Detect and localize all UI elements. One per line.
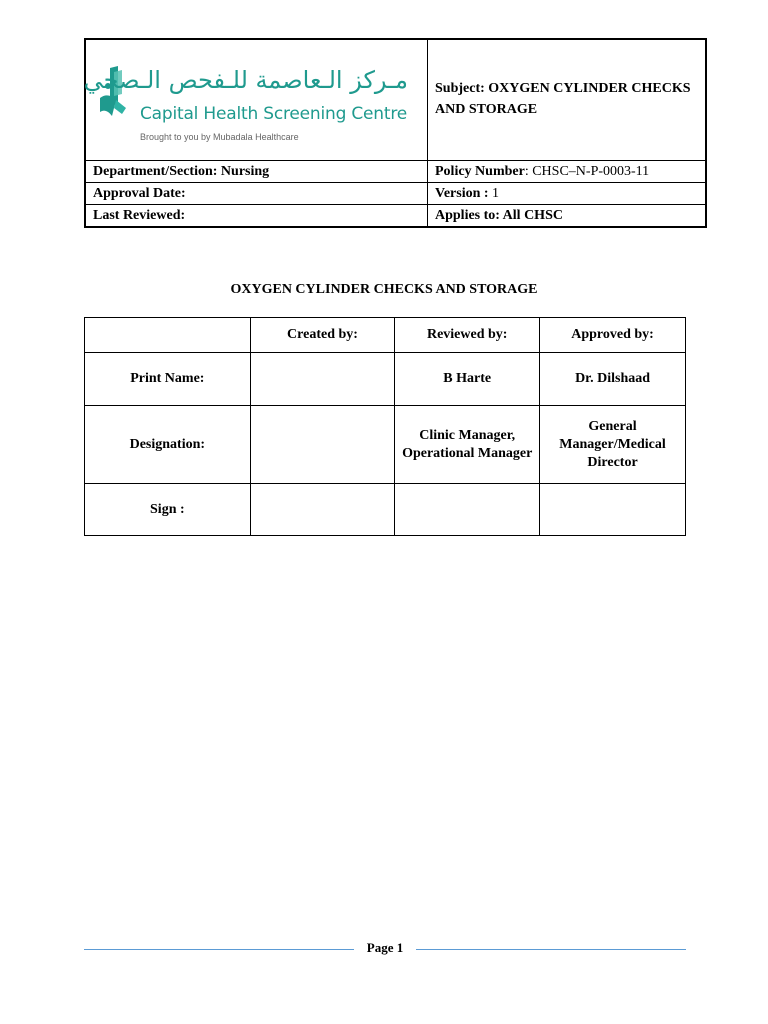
applies-to-label: Applies to: All CHSC <box>435 207 563 223</box>
subject-cell <box>428 39 707 161</box>
created-by-sign-cell <box>250 484 395 536</box>
created-by-cell <box>250 406 395 484</box>
row-label: Designation: <box>85 406 251 484</box>
policy-number-value: : CHSC–N-P-0003-11 <box>524 163 650 179</box>
last-reviewed-cell <box>85 205 428 228</box>
row-label: Sign : <box>85 484 251 536</box>
version-value: 1 <box>488 185 500 201</box>
reviewed-by-cell: Clinic Manager, Operational Manager <box>395 406 540 484</box>
applies-to-cell <box>428 205 707 228</box>
approval-date-cell <box>85 183 428 205</box>
page-footer <box>84 938 686 960</box>
version-cell <box>428 183 707 205</box>
logo-arabic-name: مـركز الـعاصمة للـفحص الـصحي <box>83 66 408 94</box>
signoff-row-print-name <box>85 353 686 406</box>
policy-header-table <box>84 38 707 228</box>
subject-label: Subject: <box>435 81 485 96</box>
signoff-col-approved: Approved by: <box>540 318 686 353</box>
reviewed-by-cell: B Harte <box>395 353 540 406</box>
reviewed-by-sign-cell <box>395 484 540 536</box>
version-label: Version : <box>435 185 489 201</box>
approved-by-sign-cell <box>540 484 686 536</box>
logo-tagline: Brought to you by Mubadala Healthcare <box>140 132 299 142</box>
policy-number-cell <box>428 161 707 183</box>
approved-by-cell: General Manager/Medical Director <box>540 406 686 484</box>
row-label: Print Name: <box>85 353 251 406</box>
page-number: Page 1 <box>366 940 404 955</box>
created-by-cell <box>250 353 395 406</box>
signoff-table <box>84 317 686 536</box>
chsc-logo <box>83 64 416 150</box>
department-label: Department/Section: <box>93 163 218 179</box>
signoff-row-sign <box>85 484 686 536</box>
approved-by-cell: Dr. Dilshaad <box>540 353 686 406</box>
approval-date-label: Approval Date: <box>93 185 186 201</box>
subject-value: OXYGEN CYLINDER CHECKS AND STORAGE <box>435 81 691 117</box>
signoff-row-designation <box>85 406 686 484</box>
logo-english-name: Capital Health Screening Centre <box>140 104 408 124</box>
department-value: Nursing <box>220 163 270 179</box>
signoff-col-reviewed: Reviewed by: <box>395 318 540 353</box>
last-reviewed-label: Last Reviewed: <box>93 207 186 223</box>
signoff-col-blank <box>85 318 251 353</box>
department-cell <box>85 161 428 183</box>
document-title: OXYGEN CYLINDER CHECKS AND STORAGE <box>230 282 538 297</box>
signoff-col-created: Created by: <box>250 318 395 353</box>
policy-number-label: Policy Number <box>435 163 525 179</box>
signoff-header-row <box>85 318 686 353</box>
footer-rule-right <box>416 949 686 950</box>
logo-cell <box>85 39 428 161</box>
